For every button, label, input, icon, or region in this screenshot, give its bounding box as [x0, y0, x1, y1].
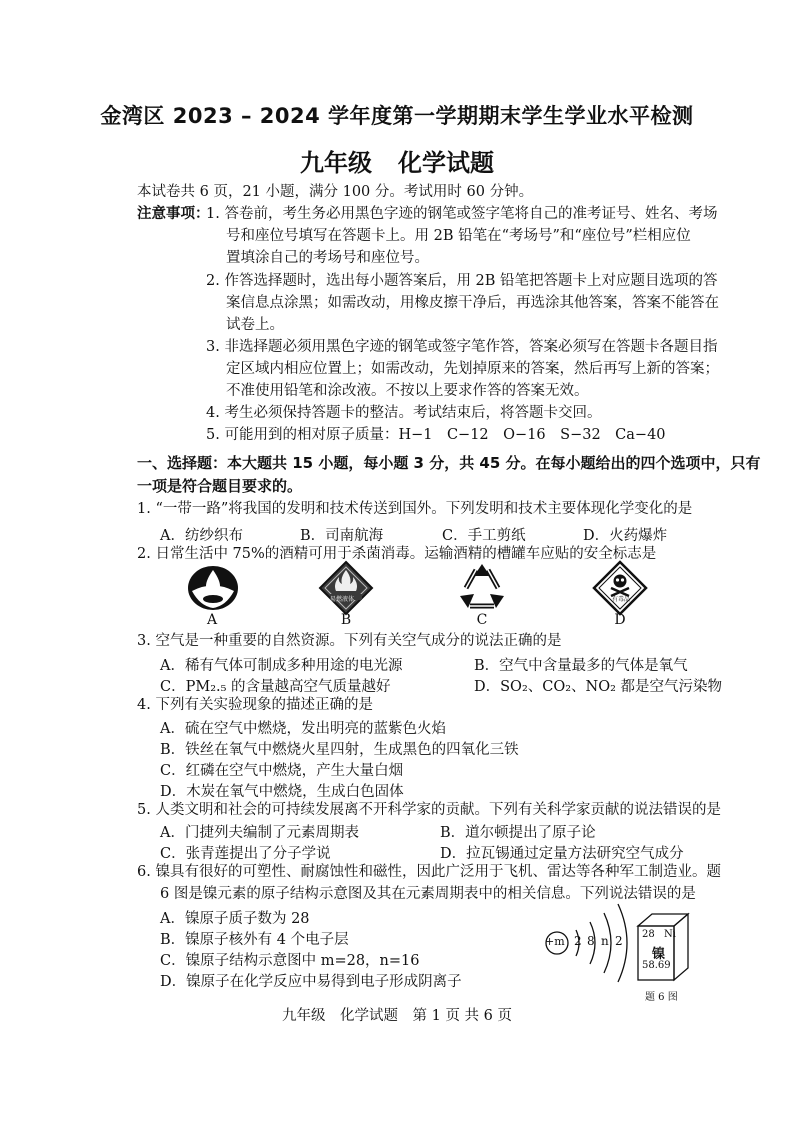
- q3-option-d: D．SO₂、CO₂、NO₂ 都是空气污染物: [474, 679, 723, 695]
- q5-option-c: C．张青莲提出了分子学说: [160, 846, 331, 862]
- q2-label-d: D: [614, 612, 626, 628]
- q4-option-b: B．铁丝在氧气中燃烧火星四射，生成黑色的四氧化三铁: [160, 742, 519, 758]
- q6-option-d: D．镍原子在化学反应中易得到电子形成阴离子: [160, 974, 462, 990]
- q6-option-a: A．镍原子质子数为 28: [160, 911, 310, 927]
- q3-stem: 3. 空气是一种重要的自然资源。下列有关空气成分的说法正确的是: [137, 633, 562, 649]
- q5-stem: 5. 人类文明和社会的可持续发展离不开科学家的贡献。下列有关科学家贡献的说法错误的是: [137, 802, 721, 818]
- q2-stem: 2. 日常生活中 75%的酒精可用于杀菌消毒。运输酒精的槽罐车应贴的安全标志是: [137, 546, 657, 562]
- shell-2-electrons: 8: [587, 934, 595, 948]
- q1-option-b: B．司南航海: [300, 528, 384, 544]
- q1-stem: 1. “一带一路”将我国的发明和技术传送到国外。下列发明和技术主要体现化学变化的是: [137, 501, 693, 517]
- q4-option-d: D．木炭在氧气中燃烧，生成白色固体: [160, 784, 404, 800]
- element-symbol: Ni: [664, 929, 676, 940]
- notice-label: 注意事项：: [137, 206, 210, 222]
- page-footer: 九年级 化学试题 第 1 页 共 6 页: [282, 1008, 512, 1024]
- q5-option-d: D．拉瓦锡通过定量方法研究空气成分: [440, 846, 684, 862]
- q6-stem-line1: 6. 镍具有很好的可塑性、耐腐蚀性和磁性，因此广泛用于飞机、雷达等各种军工制造业。题: [137, 864, 721, 880]
- q5-option-a: A．门捷列夫编制了元素周期表: [160, 825, 359, 841]
- toxic-sign-icon: [592, 560, 648, 616]
- q2-label-b: B: [340, 612, 352, 628]
- q5-option-b: B．道尔顿提出了原子论: [440, 825, 596, 841]
- q1-option-c: C．手工剪纸: [442, 528, 526, 544]
- q1-option-d: D．火药爆炸: [583, 528, 668, 544]
- flammable-liquid-sign-icon: [318, 560, 374, 616]
- sign-d-text: 有毒品: [612, 596, 631, 603]
- q1-option-a: A．纺纱织布: [160, 528, 243, 544]
- q4-option-c: C．红磷在空气中燃烧，产生大量白烟: [160, 763, 404, 779]
- section-heading-line2: 一项是符合题目要求的。: [137, 477, 303, 495]
- shell-1-electrons: 2: [574, 934, 582, 948]
- element-atomic-number: 28: [642, 929, 655, 940]
- exam-info-line: 本试卷共 6 页，21 小题，满分 100 分。考试用时 60 分钟。: [137, 184, 534, 200]
- q2-label-c: C: [476, 612, 488, 628]
- note-5: 5. 可能用到的相对原子质量：H−1 C−12 O−16 S−32 Ca−40: [206, 427, 666, 443]
- note-4: 4. 考生必须保持答题卡的整洁。考试结束后，将答题卡交回。: [206, 405, 602, 421]
- section-heading-line1: 一、选择题：本大题共 15 小题，每小题 3 分，共 45 分。在每小题给出的四个选项中，只有: [137, 454, 761, 472]
- note-1: 1. 答卷前，考生务必用黑色字迹的钢笔或签字笔将自己的准考证号、姓名、考场 号和座位号填写在答题卡上。用 2B 铅笔在“考场号”和“座位号”栏相应位 置填涂自己的考场号和座位号。: [206, 206, 718, 266]
- q2-label-a: A: [206, 612, 218, 628]
- q4-stem: 4. 下列有关实验现象的描述正确的是: [137, 697, 373, 713]
- q6-option-c: C．镍原子结构示意图中 m=28，n=16: [160, 953, 420, 969]
- note-3: 3. 非选择题必须用黑色字迹的钢笔或签字笔作答，答案必须写在答题卡各题目指 定区域内相应位置上；如需改动，先划掉原来的答案，然后再写上新的答案； 不准使用铅笔和涂改液。不按以上要求作答的答案无效。: [206, 339, 719, 399]
- exam-subtitle: [0, 143, 794, 178]
- q3-option-b: B．空气中含量最多的气体是氧气: [474, 658, 688, 674]
- exam-title: 金湾区 2023 – 2024 学年度第一学期期末学生学业水平检测: [100, 104, 694, 128]
- q4-option-a: A．硫在空气中燃烧，发出明亮的蓝紫色火焰: [160, 721, 446, 737]
- element-atomic-mass: 58.69: [642, 960, 671, 971]
- subject-label: 化学试题: [398, 149, 494, 177]
- q6-stem-line2: 6 图是镍元素的原子结构示意图及其在元素周期表中的相关信息。下列说法错误的是: [160, 886, 696, 902]
- recycling-sign-icon: [454, 562, 510, 614]
- figure-caption: 题 6 图: [645, 992, 678, 1003]
- q3-option-a: A．稀有气体可制成多种用途的电光源: [160, 658, 403, 674]
- grade-label: 九年级: [300, 149, 372, 177]
- shell-4-electrons: 2: [615, 934, 623, 948]
- nucleus-charge: +m: [545, 935, 565, 948]
- note-2: 2. 作答选择题时，选出每小题答案后，用 2B 铅笔把答题卡上对应题目选项的答 案信息点涂黑；如需改动，用橡皮擦干净后，再选涂其他答案，答案不能答在 试卷上。: [206, 273, 719, 333]
- corrosive-sign-icon: [186, 564, 240, 612]
- q6-option-b: B．镍原子核外有 4 个电子层: [160, 932, 349, 948]
- sign-b-text: 易燃液体: [330, 596, 355, 603]
- q3-option-c: C．PM₂.₅ 的含量越高空气质量越好: [160, 679, 391, 695]
- shell-3-electrons: n: [601, 934, 609, 948]
- element-name: 镍: [652, 947, 666, 962]
